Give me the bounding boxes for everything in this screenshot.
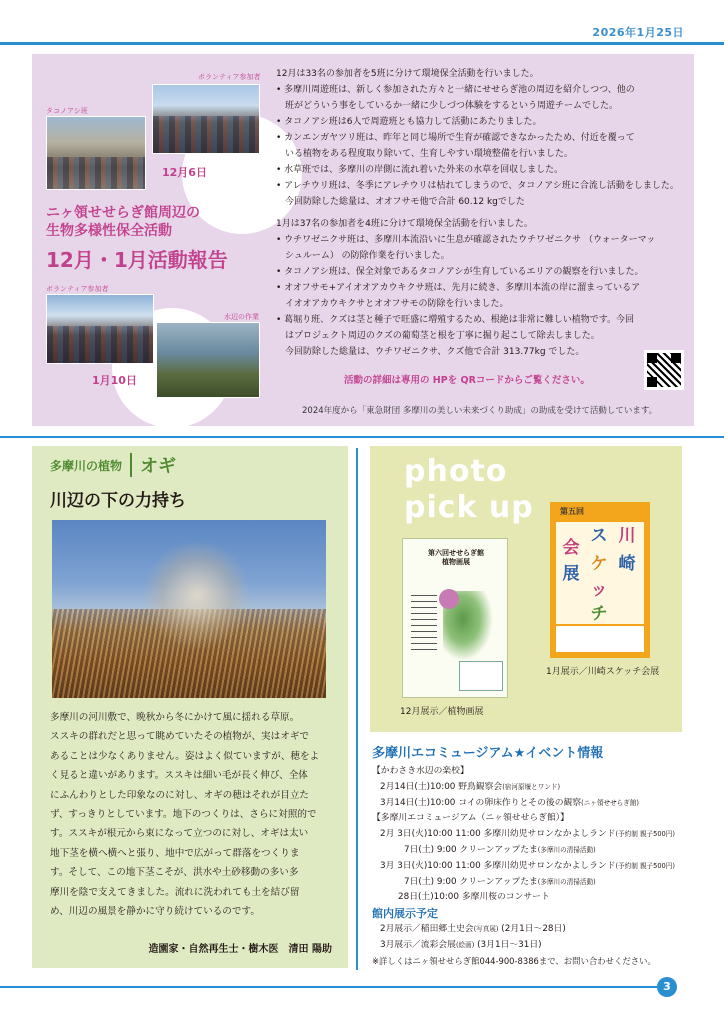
events-section: 【かわさき水辺の楽校】 (372, 766, 469, 776)
plant-line: ず、すっきりとしています。地下のつくりは、さらに対照的で (50, 809, 317, 821)
photo-january-volunteers (46, 294, 154, 364)
poster2-char: ス (590, 526, 608, 546)
report-line: シュルーム） の防除作業を行いました。 (285, 251, 450, 261)
exhibit-item: 3月展示／流彩会展(絵画) (3月1日～31日) (380, 939, 542, 950)
photo-date: 1月10日 (92, 374, 137, 387)
poster2-char: チ (590, 604, 608, 624)
caption-december: 12月展示／植物画展 (400, 707, 484, 717)
report-line: • タコノアシ班は6人で周遊班とも協力して活動にあたりました。 (276, 117, 542, 127)
plant-header (50, 452, 176, 478)
poster2-char: 崎 (618, 554, 636, 574)
activity-report (32, 54, 694, 426)
section-divider (0, 436, 724, 438)
report-line: 今回防除した総量は、ウチワゼニクサ、クズ他で合計 313.77kg でした。 (285, 347, 585, 357)
report-line: • タコノアシ班は、保全対象であるタコノアシが生育しているエリアの観察を行いました。 (276, 267, 644, 277)
poster1-title: 第六回せせらぎ館 植物画展 (428, 549, 484, 566)
contact-note: ※詳しくはニヶ領せせらぎ館044-900-8386まで、お問い合わせください。 (372, 955, 656, 966)
photo-label: ボランティア参加者 (46, 285, 109, 293)
plant-line: 地下茎を横へ横へと張り、地中で広がって群落をつくりま (50, 847, 300, 859)
report-line: • カンエンガヤツリ班は、昨年と同じ場所で生育が確認できなかったため、付近を覆って (276, 133, 635, 143)
event-item: 7日(土) 9:00 クリーンアップたま(多摩川の清掃活動) (404, 844, 596, 855)
plant-line: 多摩川の河川敷で、晩秋から冬にかけて風に揺れる草原。 (50, 712, 300, 723)
report-line: 今回防除した総量は、オオフサモ他で合計 60.12 kgでした (285, 197, 525, 207)
report-more-info: 活動の詳細は専用の HPを QRコードからご覧ください。 (344, 375, 590, 386)
report-line: • 葛堀り班、クズは茎と種子で旺盛に増殖するため、根絶は非常に難しい植物です。今回 (276, 315, 635, 325)
plant-subtitle: 川辺の下の力持ち (50, 491, 186, 511)
poster2-edition: 第五回 (560, 507, 584, 516)
event-item: 3月 3日(火)10:00 11:00 多摩川幼児サロンなかよしランド(予約制 親子500円) (380, 860, 675, 871)
photo-waterside-work (156, 322, 260, 398)
events-list (372, 764, 692, 969)
plant-photo-ogi (52, 520, 326, 698)
report-line: いる植物をある程度取り除いて、生育しやすい環境整備を行いました。 (285, 149, 573, 159)
photo-label: ボランティア参加者 (198, 73, 261, 81)
photo-takonoashi-team (46, 116, 146, 190)
photo-label: 水辺の作業 (224, 313, 259, 321)
photo-date: 12月6日 (162, 166, 207, 179)
poster-plant-drawing-exhibit (402, 538, 508, 698)
poster2-char: ッ (590, 580, 608, 600)
plant-line: 摩川を陰で支えてきました。流れに洗われても土を結び留 (50, 886, 300, 898)
poster-kawasaki-sketch-exhibit (550, 502, 650, 658)
plant-line: す。ススキが根元から束になって立つのに対し、オギは太い (50, 828, 309, 840)
poster2-char: 川 (618, 526, 636, 546)
photo-december-volunteers (152, 84, 260, 154)
page-number: 3 (657, 977, 677, 997)
report-line: 1月は37名の参加者を4班に分けて環境保全活動を行いました。 (276, 219, 533, 229)
pickup-title-2: pick up (404, 490, 534, 525)
report-text (276, 66, 688, 360)
event-item: 7日(土) 9:00 クリーンアップたま(多摩川の清掃活動) (404, 876, 596, 887)
report-line: イオオアカウキクサとオオフサモの防除を行いました。 (285, 299, 509, 309)
plant-series: 多摩川の植物 (50, 458, 123, 473)
report-footer: 2024年度から「東急財団 多摩川の美しい未来づくり助成」の助成を受けて活動しています。 (302, 406, 658, 416)
exhibit-item: 2月展示／稲田郷土史会(写真展) (2月1日～28日) (380, 923, 566, 934)
plant-line: ススキの群れだと思って眺めていたその植物が、実はオギで (50, 731, 310, 743)
plant-line: にふんわりとした印象なのに対し、オギの穂はそれが目立た (50, 789, 310, 801)
report-title-b: 生物多様性保全活動 (46, 223, 172, 239)
poster2-char: 会 (562, 538, 580, 558)
event-item: 2月14日(土)10:00 野鳥観察会(宿河原堰とワンド) (380, 781, 561, 792)
bottom-divider (0, 986, 660, 988)
plant-column (32, 446, 348, 968)
report-line: • 多摩川周遊班は、新しく参加された方々と一緒にせせらぎ池の周辺を紹介しつつ、他の (276, 85, 635, 95)
report-line: • アレチウリ班は、冬季にアレチウリは枯れてしまうので、タコノアシ班に合流し活動をしました。 (276, 181, 679, 191)
report-title-a: ニヶ領せせらぎ館周辺の (46, 205, 200, 221)
pickup-title-1: photo (404, 454, 508, 489)
report-line: • 水草班では、多摩川の岸側に流れ着いた外来の水草を回収しました。 (276, 165, 564, 175)
plant-name: オギ (140, 456, 177, 477)
event-item: 3月14日(土)10:00 コイの卵床作りとその後の観察(ニヶ領せせらぎ館) (380, 797, 639, 808)
event-item: 28日(土)10:00 多摩川桜のコンサート (398, 892, 550, 903)
events-title: 多摩川エコミュージアム★イベント情報 (372, 746, 604, 761)
report-line: はプロジェクト周辺のクズの葡萄茎と根を丁寧に掘り起こして除去しました。 (285, 331, 600, 341)
header-separator (130, 453, 132, 477)
plant-body (50, 708, 334, 921)
qr-code-icon[interactable] (644, 350, 684, 390)
plant-line: す。そして、この地下茎こそが、洪水や土砂移動の多い多 (50, 867, 299, 879)
top-divider (0, 42, 724, 45)
plant-line: め、川辺の風景を静かに守り続けているのです。 (50, 906, 260, 918)
report-title-main: 12月・1月活動報告 (46, 248, 228, 272)
caption-january: 1月展示／川崎スケッチ会展 (546, 667, 660, 677)
exhibit-title: 館内展示予定 (372, 907, 438, 921)
poster2-char: ケ (590, 554, 608, 574)
photo-pickup (370, 446, 682, 732)
column-divider (356, 448, 358, 970)
event-item: 2月 3日(火)10:00 11:00 多摩川幼児サロンなかよしランド(予約制 親子500円) (380, 829, 675, 840)
report-line: • オオフサモ+アイオオアカウキクサ班は、先月に続き、多摩川本流の岸に溜まっているア (276, 283, 641, 293)
report-line: • ウチワゼニクサ班は、多摩川本流沿いに生息が確認されたウチワゼニクサ （ウォーターマッ (276, 235, 656, 245)
events-section: 【多摩川エコミュージアム（ニヶ領せせらぎ館）】 (372, 813, 569, 824)
poster2-char: 展 (562, 564, 580, 584)
photo-label: タコノアシ班 (46, 107, 88, 115)
report-title-line1 (46, 204, 256, 240)
plant-line: く見ると違いがあります。ススキは細い毛が長く伸び、全体 (50, 770, 308, 782)
plant-author: 造園家・自然再生士・樹木医 清田 陽助 (148, 944, 332, 955)
issue-date: 2026年1月25日 (592, 26, 684, 39)
report-line: 班がどういう事をしているか一緒に少しづつ体験をするという周遊チームでした。 (285, 101, 619, 111)
report-line: 12月は33名の参加者を5班に分けて環境保全活動を行いました。 (276, 69, 539, 79)
plant-line: あることは少なくありません。姿はよく似ていますが、穂をよ (50, 750, 320, 762)
